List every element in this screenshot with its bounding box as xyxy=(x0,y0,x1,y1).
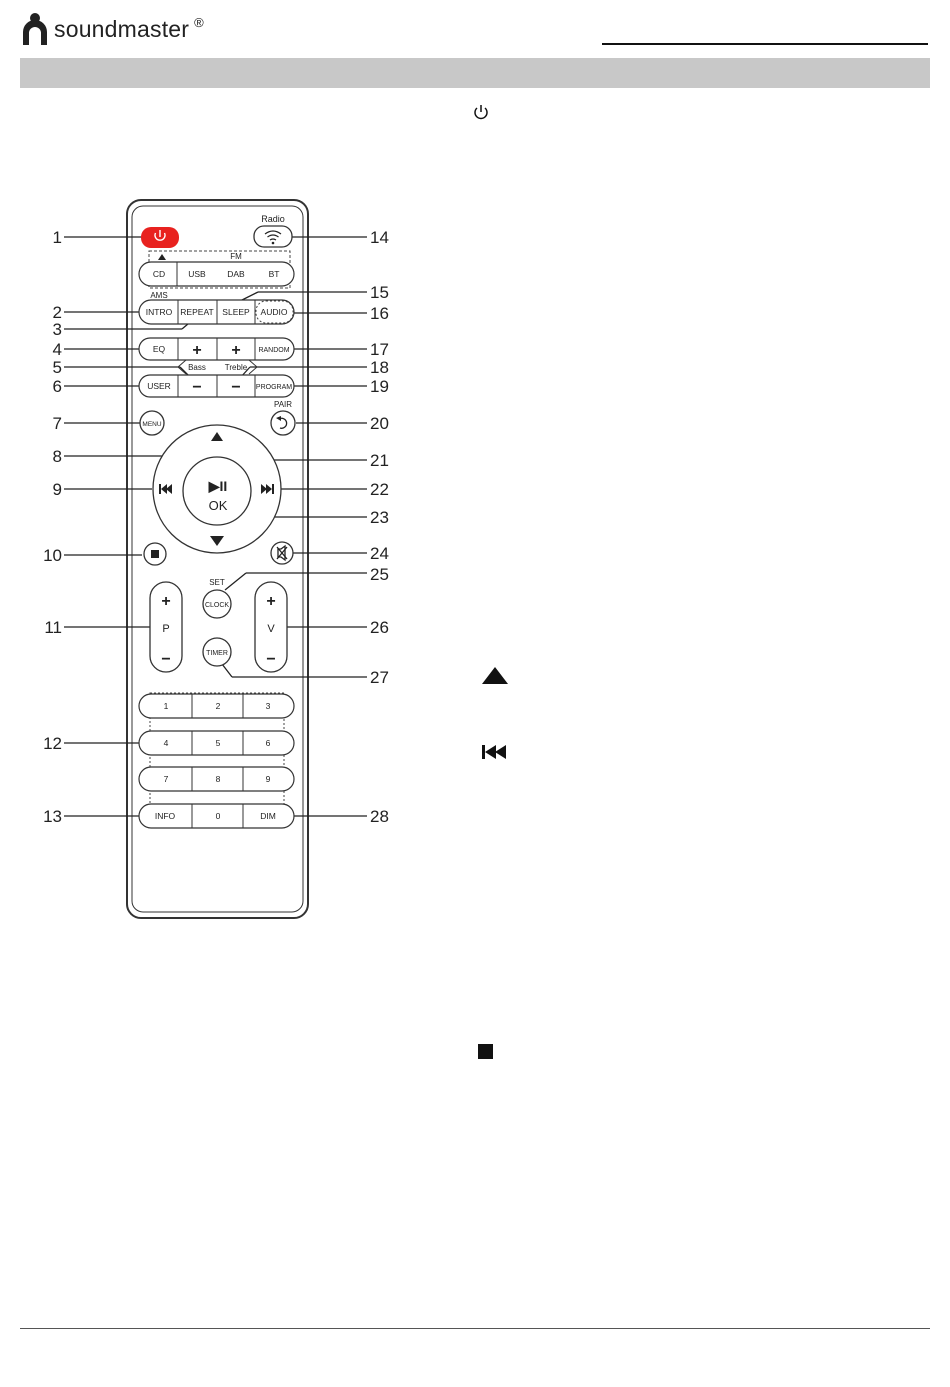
digit-7-button[interactable]: 7 xyxy=(163,774,169,784)
callout-24: 24 xyxy=(370,544,389,563)
ok-play-pause-button[interactable] xyxy=(183,457,251,525)
bass-minus-button[interactable] xyxy=(192,379,201,396)
brand-logo xyxy=(20,10,204,48)
dab-label: DAB xyxy=(227,269,245,279)
program-button[interactable] xyxy=(256,384,292,391)
callout-18: 18 xyxy=(370,358,389,377)
bt-button[interactable] xyxy=(269,269,280,279)
bass-minus-label: − xyxy=(192,379,202,396)
callout-19: 19 xyxy=(370,377,389,396)
repeat-button[interactable] xyxy=(180,307,213,317)
v-minus-label: − xyxy=(266,651,276,668)
p-label: P xyxy=(162,623,170,635)
bass-plus-label: + xyxy=(192,342,202,359)
digit-8-button[interactable]: 8 xyxy=(215,774,221,784)
sleep-button[interactable] xyxy=(222,307,250,317)
clock-button[interactable] xyxy=(203,590,231,618)
header-rule xyxy=(602,43,928,45)
fm-label: FM xyxy=(230,252,242,261)
random-label: RANDOM xyxy=(258,347,290,354)
callout-9: 9 xyxy=(52,480,62,499)
radio-label: Radio xyxy=(261,214,285,224)
sleep-label: SLEEP xyxy=(222,307,250,317)
digit-5-button[interactable]: 5 xyxy=(215,738,221,748)
callout-6: 6 xyxy=(52,377,62,396)
callout-7: 7 xyxy=(52,414,62,433)
user-label: USER xyxy=(147,381,171,391)
callout-20: 20 xyxy=(370,414,389,433)
callout-16: 16 xyxy=(370,304,389,323)
callout-8: 8 xyxy=(52,447,62,466)
treble-minus-label: − xyxy=(231,379,241,396)
ok-label: OK xyxy=(208,498,228,513)
audio-label: AUDIO xyxy=(260,307,288,317)
keypad-row-1 xyxy=(139,694,294,718)
bass-label: Bass xyxy=(188,363,206,372)
footer-rule xyxy=(20,1328,930,1329)
digit-4-button[interactable]: 4 xyxy=(163,738,169,748)
menu-label: MENU xyxy=(142,421,162,428)
cd-label: CD xyxy=(152,269,166,279)
callout-12: 12 xyxy=(43,734,62,753)
digit-6-button[interactable]: 6 xyxy=(265,738,271,748)
volume-rocker[interactable] xyxy=(255,582,287,672)
ams-label: AMS xyxy=(150,291,168,300)
digit-9-button[interactable]: 9 xyxy=(265,774,271,784)
intro-label: INTRO xyxy=(145,307,173,317)
info-button[interactable]: INFO xyxy=(154,811,176,821)
eq-label: EQ xyxy=(152,344,166,354)
program-rocker[interactable] xyxy=(150,582,182,672)
keypad-row-3 xyxy=(139,767,294,791)
dim-button[interactable]: DIM xyxy=(260,811,276,821)
callout-25: 25 xyxy=(370,565,389,584)
keypad-row-4 xyxy=(139,804,294,828)
treble-minus-button[interactable] xyxy=(231,379,240,396)
callout-4: 4 xyxy=(52,340,62,359)
brand-name: soundmaster xyxy=(54,15,190,42)
section-header-band xyxy=(20,58,930,88)
set-label: SET xyxy=(209,578,225,587)
timer-button[interactable] xyxy=(203,638,231,666)
callout-15: 15 xyxy=(370,283,389,302)
power-icon xyxy=(472,103,490,121)
p-minus-label: − xyxy=(161,651,171,668)
callout-1: 1 xyxy=(52,228,62,247)
intro-button[interactable] xyxy=(146,307,173,317)
stop-icon xyxy=(477,1043,495,1061)
usb-button[interactable] xyxy=(188,269,206,279)
digit-2-button[interactable]: 2 xyxy=(215,701,221,711)
callouts-right xyxy=(370,228,389,826)
cd-button[interactable] xyxy=(153,269,165,279)
p-plus-label: + xyxy=(161,593,171,610)
callout-27: 27 xyxy=(370,668,389,687)
callout-13: 13 xyxy=(43,807,62,826)
power-button[interactable] xyxy=(141,227,179,248)
treble-plus-label: + xyxy=(231,342,241,359)
previous-track-icon xyxy=(481,743,509,761)
callout-11: 11 xyxy=(44,618,62,637)
random-button[interactable] xyxy=(258,347,289,354)
program-label: PROGRAM xyxy=(255,384,293,391)
eq-button[interactable] xyxy=(153,344,166,354)
v-plus-label: + xyxy=(266,593,276,610)
callout-22: 22 xyxy=(370,480,389,499)
callout-23: 23 xyxy=(370,508,389,527)
digit-1-button[interactable]: 1 xyxy=(163,701,169,711)
callout-21: 21 xyxy=(370,451,389,470)
callout-26: 26 xyxy=(370,618,389,637)
stop-button[interactable] xyxy=(144,543,166,565)
treble-label: Treble xyxy=(224,363,248,372)
callout-10: 10 xyxy=(43,546,62,565)
digit-3-button[interactable]: 3 xyxy=(265,701,271,711)
callout-28: 28 xyxy=(370,807,389,826)
soundmaster-logo-icon xyxy=(20,12,50,46)
dab-button[interactable] xyxy=(227,269,245,279)
pair-label: PAIR xyxy=(273,400,293,409)
play-pause-icon: ▶II xyxy=(208,478,228,494)
remote-control-diagram xyxy=(0,190,420,930)
callout-3: 3 xyxy=(52,320,62,339)
audio-button[interactable] xyxy=(261,307,288,317)
callout-14: 14 xyxy=(370,228,389,247)
up-arrow-icon xyxy=(481,666,509,686)
bt-label: BT xyxy=(268,269,280,279)
v-label: V xyxy=(267,623,275,635)
mute-icon xyxy=(277,546,287,560)
mute-button[interactable] xyxy=(271,542,293,564)
registered-mark: ® xyxy=(194,14,204,30)
menu-button[interactable] xyxy=(140,411,164,435)
keypad-row-2 xyxy=(139,731,294,755)
repeat-label: REPEAT xyxy=(180,307,214,317)
callout-5: 5 xyxy=(52,358,62,377)
usb-label: USB xyxy=(188,269,206,279)
bass-plus-button[interactable] xyxy=(192,342,201,359)
digit-0-button[interactable]: 0 xyxy=(215,811,221,821)
treble-plus-button[interactable] xyxy=(231,342,240,359)
callouts-left xyxy=(43,228,62,826)
callout-2: 2 xyxy=(52,303,62,322)
clock-label: CLOCK xyxy=(204,602,230,609)
timer-label: TIMER xyxy=(206,650,228,657)
stop-icon xyxy=(151,550,159,558)
callout-17: 17 xyxy=(370,340,389,359)
radio-button[interactable] xyxy=(254,226,292,247)
pair-button[interactable] xyxy=(271,411,295,435)
user-button[interactable] xyxy=(147,381,171,391)
